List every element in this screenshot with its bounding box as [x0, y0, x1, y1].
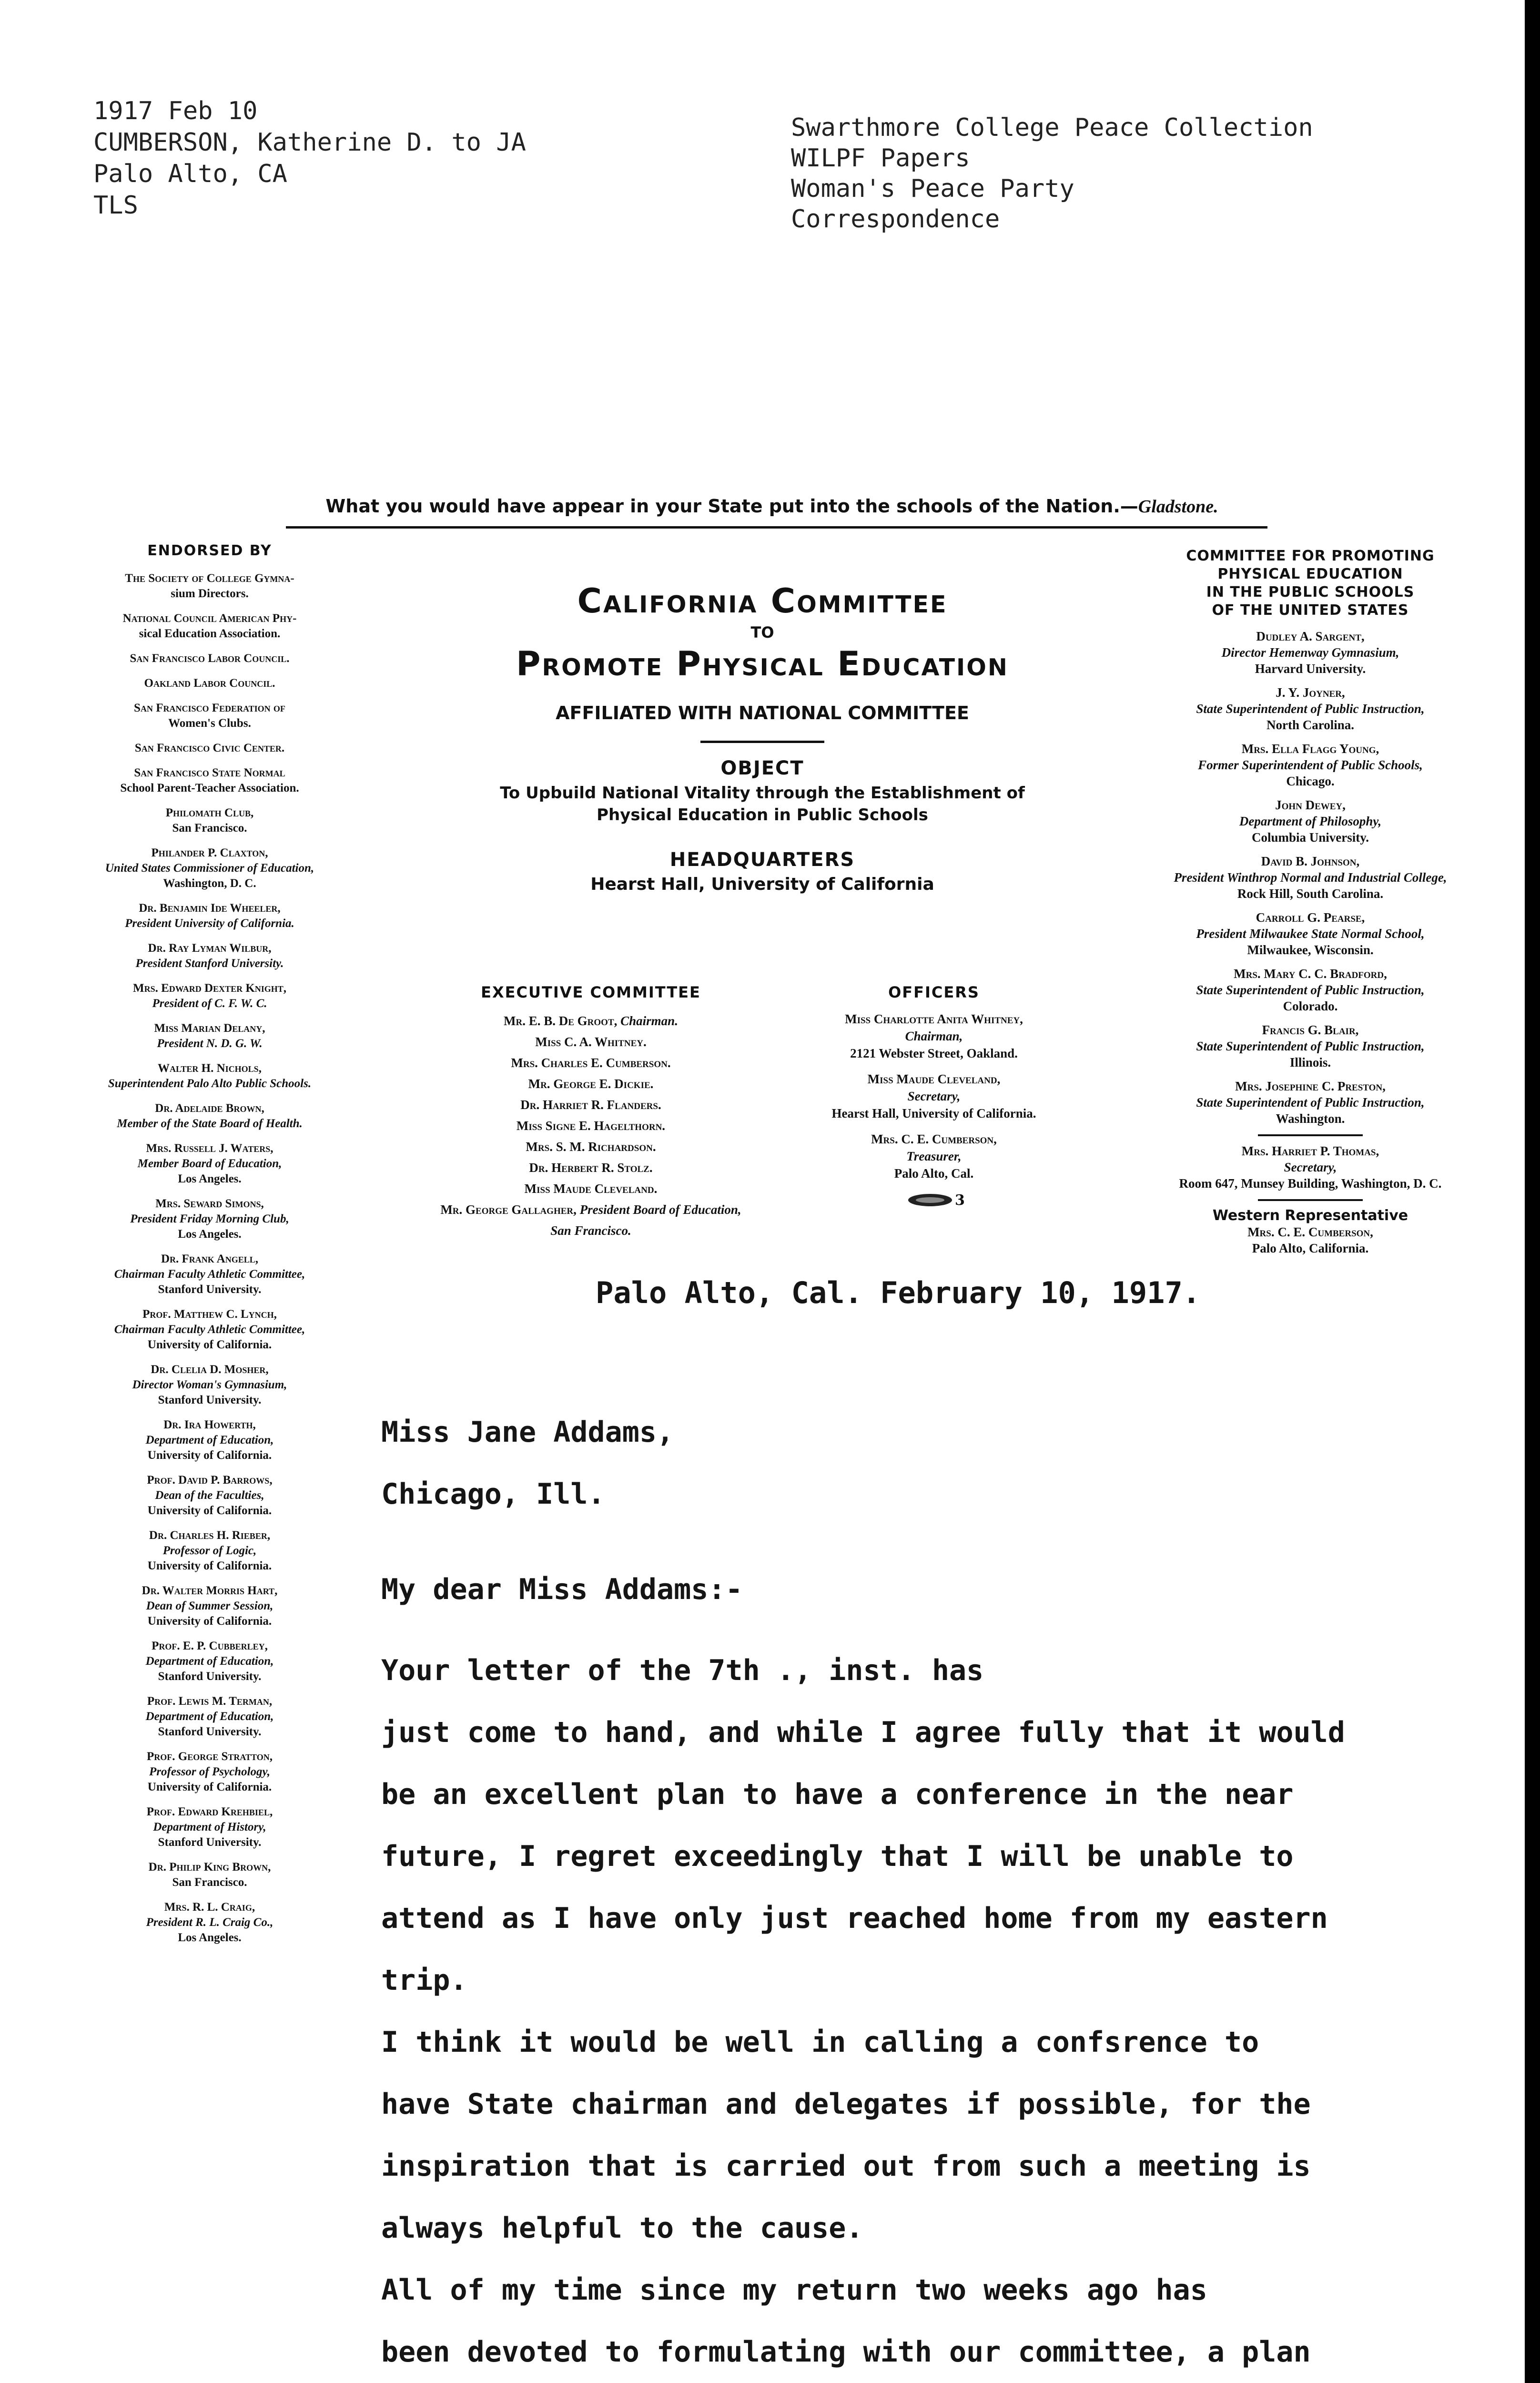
endorser-title: Member Board of Education,	[137, 1157, 282, 1170]
endorser-entry	[48, 1196, 372, 1242]
national-member-place: Washington.	[1276, 1111, 1345, 1126]
endorser-name: Miss Marian Delany,	[154, 1022, 265, 1035]
secretary-divider	[1258, 1199, 1363, 1201]
endorser-name: Dr. Benjamin Ide Wheeler,	[139, 902, 281, 915]
officer-entry	[762, 1010, 1105, 1062]
archive-date: 1917 Feb 10	[93, 97, 258, 125]
officers-heading: OFFICERS	[888, 983, 980, 1001]
endorser-title: Chairman Faculty Athletic Committee,	[114, 1268, 305, 1281]
national-member	[1144, 966, 1477, 1014]
endorser-name: Philander P. Claxton,	[151, 846, 268, 859]
endorser-place: Los Angeles.	[178, 1931, 242, 1944]
endorser-title: Department of Education,	[145, 1434, 274, 1446]
endorser-name: Prof. Lewis M. Terman,	[147, 1695, 273, 1708]
endorser-title: President Stanford University.	[135, 957, 284, 970]
endorser-name: Dr. Philip King Brown,	[148, 1861, 271, 1874]
motto-text: What you would have appear in your State put into the schools of the Nation.—	[325, 496, 1138, 517]
executive-member	[419, 1073, 762, 1094]
officer-role: Treasurer,	[906, 1149, 962, 1163]
endorser-place: Los Angeles.	[178, 1228, 242, 1241]
endorser-place: sium Directors.	[171, 587, 249, 600]
committee-title-line1: California Committee	[577, 581, 948, 621]
national-member-name: Francis G. Blair,	[1262, 1023, 1359, 1037]
national-member-title: Director Hemenway Gymnasium,	[1221, 645, 1399, 660]
national-member-title: State Superintendent of Public Instruction,	[1196, 702, 1425, 716]
endorser-title: President N. D. G. W.	[157, 1037, 263, 1050]
endorser-place: School Parent-Teacher Association.	[120, 782, 299, 794]
letter-body-line: have State chairman and delegates if possible, for the	[381, 2088, 1311, 2121]
officer-address: 2121 Webster Street, Oakland.	[850, 1046, 1018, 1060]
letter-body-line: future, I regret exceedingly that I will be unable to	[381, 1840, 1294, 1873]
national-member-place: Illinois.	[1289, 1055, 1331, 1069]
object-text-line2: Physical Education in Public Schools	[597, 805, 928, 825]
letter-salutation: My dear Miss Addams:-	[381, 1573, 743, 1606]
endorser-place: Stanford University.	[158, 1725, 262, 1738]
western-representative-heading: Western Representative	[1212, 1207, 1408, 1224]
endorser-name: Dr. Charles H. Rieber,	[149, 1529, 271, 1542]
executive-member	[419, 1031, 762, 1052]
endorser-entry	[48, 845, 372, 891]
endorser-name: Mrs. R. L. Craig,	[164, 1901, 255, 1914]
endorser-place: Stanford University.	[158, 1394, 262, 1406]
national-member-place: Colorado.	[1283, 999, 1338, 1013]
endorser-title: Member of the State Board of Health.	[117, 1117, 303, 1130]
endorser-title: Professor of Psychology,	[149, 1765, 270, 1778]
letterhead-divider	[700, 741, 824, 743]
endorser-name: San Francisco State Normal	[134, 766, 285, 779]
officer-address: Palo Alto, Cal.	[894, 1166, 974, 1181]
national-member-place: Harvard University.	[1255, 662, 1366, 676]
letter-body-line: All of my time since my return two weeks ago has	[381, 2273, 1207, 2307]
endorser-place: Stanford University.	[158, 1670, 262, 1683]
endorser-entry	[48, 805, 372, 836]
letter-dateline: Palo Alto, Cal. February 10, 1917.	[596, 1275, 1201, 1310]
national-member	[1144, 1078, 1477, 1127]
endorser-title: Department of Education,	[145, 1655, 274, 1668]
national-committee-heading	[1144, 547, 1477, 620]
endorser-entry	[48, 1694, 372, 1740]
endorser-entry	[48, 1307, 372, 1353]
endorser-name: Prof. Matthew C. Lynch,	[142, 1308, 277, 1321]
endorser-name: Dr. Clelia D. Mosher,	[151, 1363, 269, 1376]
executive-member-name: Dr. Herbert R. Stolz.	[529, 1161, 653, 1175]
endorser-entry	[48, 1583, 372, 1629]
union-bug-icon	[905, 1191, 965, 1210]
executive-member-role: San Francisco.	[550, 1223, 631, 1238]
endorser-place: University of California.	[147, 1781, 272, 1793]
national-member	[1144, 853, 1477, 902]
national-member	[1144, 741, 1477, 789]
endorser-entry	[48, 1101, 372, 1131]
archive-type: TLS	[93, 191, 138, 220]
national-member-name: Mrs. Ella Flagg Young,	[1241, 742, 1379, 756]
national-member-name: Mrs. Josephine C. Preston,	[1235, 1079, 1386, 1093]
endorser-title: President University of California.	[125, 917, 294, 930]
endorser-place: San Francisco.	[172, 822, 247, 835]
endorser-name: Walter H. Nichols,	[158, 1062, 262, 1075]
endorser-name: The Society of College Gymna-	[125, 572, 294, 585]
executive-member-role: Chairman.	[620, 1014, 678, 1028]
national-committee-column	[1144, 547, 1477, 1264]
executive-member	[419, 1220, 762, 1241]
endorser-place: University of California.	[147, 1615, 272, 1628]
endorser-name: Prof. E. P. Cubberley,	[152, 1640, 268, 1652]
national-member-name: J. Y. Joyner,	[1276, 685, 1345, 700]
endorser-place: sical Education Association.	[139, 627, 281, 640]
endorser-entry	[48, 1860, 372, 1890]
officer-role: Chairman,	[905, 1029, 963, 1043]
secretary-name: Mrs. Harriet P. Thomas,	[1241, 1144, 1379, 1158]
national-member-place: Columbia University.	[1251, 830, 1369, 845]
endorsed-by-heading: ENDORSED BY	[147, 542, 272, 559]
endorser-name: Prof. David P. Barrows,	[147, 1474, 273, 1487]
officer-name: Miss Charlotte Anita Whitney,	[845, 1012, 1023, 1026]
motto-author: Gladstone.	[1138, 497, 1218, 517]
endorser-entry	[48, 1749, 372, 1795]
object-text-line1: To Upbuild National Vitality through the Establishment of	[500, 784, 1025, 803]
endorser-entry	[48, 1900, 372, 1945]
endorser-name: Dr. Frank Angell,	[161, 1253, 258, 1265]
endorser-title: Department of Education,	[145, 1710, 274, 1723]
endorser-entry	[48, 571, 372, 601]
officer-name: Mrs. C. E. Cumberson,	[871, 1132, 997, 1146]
endorser-name: San Francisco Federation of	[134, 702, 285, 714]
endorser-title: President Friday Morning Club,	[130, 1212, 289, 1225]
letter-body-line: inspiration that is carried out from such a meeting is	[381, 2149, 1311, 2183]
officers-list	[762, 1010, 1105, 1182]
officer-entry	[762, 1130, 1105, 1182]
endorser-name: Prof. George Stratton,	[147, 1750, 273, 1763]
national-member-name: Carroll G. Pearse,	[1256, 910, 1365, 925]
endorser-entry	[48, 1141, 372, 1187]
endorser-name: Dr. Ray Lyman Wilbur,	[148, 942, 272, 955]
endorser-entry	[48, 1021, 372, 1051]
national-member-title: Former Superintendent of Public Schools,	[1198, 758, 1423, 772]
endorser-entry	[48, 651, 372, 666]
archive-papers: WILPF Papers	[791, 144, 970, 173]
letterhead-center	[429, 581, 1096, 894]
letter-body-line: attend as I have only just reached home from my eastern	[381, 1902, 1328, 1935]
national-member-title: State Superintendent of Public Instruction,	[1196, 1095, 1425, 1110]
endorser-place: University of California.	[147, 1449, 272, 1462]
endorsed-by-column	[48, 543, 372, 1955]
executive-member-name: Mr. George Gallagher,	[440, 1202, 577, 1217]
national-member-name: David B. Johnson,	[1261, 854, 1360, 868]
executive-member	[419, 1115, 762, 1136]
letter-body-line: Your letter of the 7th ., inst. has	[381, 1654, 984, 1687]
national-member-name: John Dewey,	[1275, 798, 1346, 812]
national-member-place: North Carolina.	[1266, 718, 1354, 732]
letter-body-line: always helpful to the cause.	[381, 2211, 863, 2245]
endorser-title: Dean of the Faculties,	[155, 1489, 264, 1502]
endorser-entry	[48, 701, 372, 731]
endorser-title: President of C. F. W. C.	[152, 997, 267, 1010]
endorser-entry	[48, 1804, 372, 1850]
recipient-name: Miss Jane Addams,	[381, 1416, 674, 1449]
executive-member-name: Mrs. S. M. Richardson.	[526, 1140, 656, 1154]
endorser-entry	[48, 741, 372, 756]
national-committee-list	[1144, 628, 1477, 1127]
endorser-name: Mrs. Edward Dexter Knight,	[132, 982, 287, 995]
executive-member	[419, 1136, 762, 1157]
western-rep-name: Mrs. C. E. Cumberson,	[1247, 1225, 1373, 1239]
endorser-entry	[48, 765, 372, 796]
endorser-entry	[48, 1473, 372, 1518]
endorser-name: Mrs. Russell J. Waters,	[146, 1142, 274, 1155]
archive-metadata-left	[93, 95, 526, 221]
national-member	[1144, 909, 1477, 958]
endorser-title: Department of History,	[153, 1821, 266, 1833]
letter-body-line: been devoted to formulating with our committee, a plan	[381, 2335, 1311, 2369]
executive-member	[419, 1157, 762, 1178]
national-heading-line2: PHYSICAL EDUCATION	[1217, 566, 1403, 582]
endorser-entry	[48, 1417, 372, 1463]
national-member	[1144, 1022, 1477, 1070]
national-member-title: Department of Philosophy,	[1239, 814, 1382, 828]
endorser-name: National Council American Phy-	[122, 612, 297, 625]
national-member-title: President Milwaukee State Normal School,	[1196, 927, 1425, 941]
scan-edge	[1525, 0, 1540, 2383]
national-member-title: State Superintendent of Public Instruction,	[1196, 983, 1425, 997]
national-committee-divider	[1258, 1134, 1363, 1136]
endorser-name: San Francisco Civic Center.	[134, 742, 285, 754]
endorser-place: Stanford University.	[158, 1836, 262, 1849]
motto-divider	[286, 526, 1267, 529]
endorser-entry	[48, 1362, 372, 1408]
endorser-entry	[48, 1528, 372, 1574]
national-heading-line3: IN THE PUBLIC SCHOOLS	[1206, 584, 1415, 601]
national-member	[1144, 684, 1477, 733]
officer-name: Miss Maude Cleveland,	[867, 1072, 1001, 1086]
executive-member-name: Dr. Harriet R. Flanders.	[520, 1098, 661, 1112]
executive-committee-heading: EXECUTIVE COMMITTEE	[481, 983, 701, 1001]
endorser-list	[48, 571, 372, 1945]
officer-role: Secretary,	[907, 1089, 961, 1103]
headquarters-label: HEADQUARTERS	[669, 849, 855, 871]
endorser-entry	[48, 981, 372, 1011]
endorser-entry	[48, 1639, 372, 1684]
endorser-title: Superintendent Palo Alto Public Schools.	[108, 1077, 312, 1090]
national-member-name: Mrs. Mary C. C. Bradford,	[1234, 967, 1387, 981]
executive-member-name: Miss Maude Cleveland.	[524, 1181, 658, 1196]
executive-member	[419, 1178, 762, 1199]
endorser-entry	[48, 676, 372, 691]
endorser-name: Prof. Edward Krehbiel,	[146, 1805, 273, 1818]
committee-title-line2: Promote Physical Education	[516, 644, 1009, 683]
officer-entry	[762, 1070, 1105, 1122]
endorser-place: University of California.	[147, 1338, 272, 1351]
endorser-title: Chairman Faculty Athletic Committee,	[114, 1323, 305, 1336]
letter-body	[381, 1640, 1345, 2383]
endorser-title: Professor of Logic,	[162, 1544, 257, 1557]
endorser-entry	[48, 611, 372, 642]
executive-member-role: President Board of Education,	[579, 1202, 741, 1217]
letterhead-motto	[305, 496, 1239, 517]
secretary-place: Room 647, Munsey Building, Washington, D. C.	[1179, 1176, 1442, 1191]
archive-metadata-right	[791, 112, 1313, 234]
endorser-entry	[48, 1252, 372, 1297]
national-member-place: Chicago.	[1286, 774, 1335, 788]
officers-column	[762, 982, 1105, 1214]
national-member-place: Milwaukee, Wisconsin.	[1247, 943, 1374, 957]
endorser-name: Dr. Walter Morris Hart,	[142, 1584, 278, 1597]
national-member	[1144, 628, 1477, 677]
national-secretary	[1144, 1143, 1477, 1192]
executive-member-name: Miss Signe E. Hagelthorn.	[516, 1119, 666, 1133]
executive-member-name: Mr. George E. Dickie.	[528, 1077, 654, 1091]
archive-correspondents: CUMBERSON, Katherine D. to JA	[93, 128, 526, 157]
executive-member-name: Mrs. Charles E. Cumberson.	[511, 1056, 671, 1070]
western-representative	[1144, 1224, 1477, 1256]
recipient-city: Chicago, Ill.	[381, 1477, 605, 1511]
executive-committee-list	[419, 1010, 762, 1241]
endorser-name: Oakland Labor Council.	[144, 677, 275, 690]
national-member	[1144, 797, 1477, 845]
letter-body-line: I think it would be well in calling a confsrence to	[381, 2026, 1259, 2059]
endorser-name: Dr. Ira Howerth,	[163, 1418, 256, 1431]
committee-title-to: TO	[750, 623, 774, 642]
western-rep-place: Palo Alto, California.	[1252, 1241, 1369, 1255]
endorser-title: Dean of Summer Session,	[146, 1599, 274, 1612]
endorser-place: San Francisco.	[172, 1876, 247, 1889]
national-member-place: Rock Hill, South Carolina.	[1237, 886, 1384, 901]
officer-address: Hearst Hall, University of California.	[831, 1106, 1036, 1120]
endorser-name: Philomath Club,	[165, 806, 254, 819]
endorser-place: University of California.	[147, 1504, 272, 1517]
endorser-place: Stanford University.	[158, 1283, 262, 1296]
endorser-entry	[48, 901, 372, 931]
national-heading-line4: OF THE UNITED STATES	[1212, 602, 1409, 619]
archive-collection: Swarthmore College Peace Collection	[791, 113, 1313, 142]
endorser-name: Dr. Adelaide Brown,	[155, 1102, 264, 1115]
executive-member	[419, 1199, 762, 1220]
endorser-title: United States Commissioner of Education,	[105, 862, 314, 875]
object-label: OBJECT	[720, 757, 804, 779]
endorser-place: University of California.	[147, 1559, 272, 1572]
union-mark-number: 3	[955, 1192, 965, 1209]
executive-member-name: Miss C. A. Whitney.	[535, 1035, 647, 1049]
archive-place: Palo Alto, CA	[93, 160, 287, 188]
executive-member	[419, 1094, 762, 1115]
affiliation-line: AFFILIATED WITH NATIONAL COMMITTEE	[556, 703, 969, 723]
executive-member-name: Mr. E. B. De Groot,	[504, 1014, 618, 1028]
national-heading-line1: COMMITTEE FOR PROMOTING	[1186, 548, 1435, 564]
letter-body-line: just come to hand, and while I agree fully that it would	[381, 1716, 1345, 1749]
endorser-place: Los Angeles.	[178, 1172, 242, 1185]
endorser-place: Washington, D. C.	[163, 877, 256, 890]
endorser-title: Director Woman's Gymnasium,	[132, 1378, 287, 1391]
executive-committee-column	[419, 982, 762, 1241]
endorser-name: San Francisco Labor Council.	[130, 652, 290, 665]
headquarters-text: Hearst Hall, University of California	[590, 875, 934, 894]
archive-series: Woman's Peace Party	[791, 174, 1074, 203]
national-member-name: Dudley A. Sargent,	[1256, 629, 1365, 643]
archive-subseries: Correspondence	[791, 205, 1000, 234]
national-member-title: President Winthrop Normal and Industrial College,	[1174, 870, 1447, 885]
union-label-mark	[762, 1191, 1105, 1214]
endorser-entry	[48, 1061, 372, 1091]
endorser-place: Women's Clubs.	[168, 717, 251, 730]
letter-body-line: be an excellent plan to have a conference in the near	[381, 1778, 1294, 1811]
endorser-name: Mrs. Seward Simons,	[155, 1197, 264, 1210]
executive-member	[419, 1052, 762, 1073]
letter-addressee	[381, 1401, 674, 1525]
endorser-title: President R. L. Craig Co.,	[146, 1916, 274, 1929]
national-member-title: State Superintendent of Public Instruction,	[1196, 1039, 1425, 1053]
endorser-entry	[48, 941, 372, 971]
secretary-title: Secretary,	[1284, 1160, 1337, 1174]
letter-body-line: trip.	[381, 1964, 467, 1997]
executive-member	[419, 1010, 762, 1031]
object-text	[429, 782, 1096, 826]
